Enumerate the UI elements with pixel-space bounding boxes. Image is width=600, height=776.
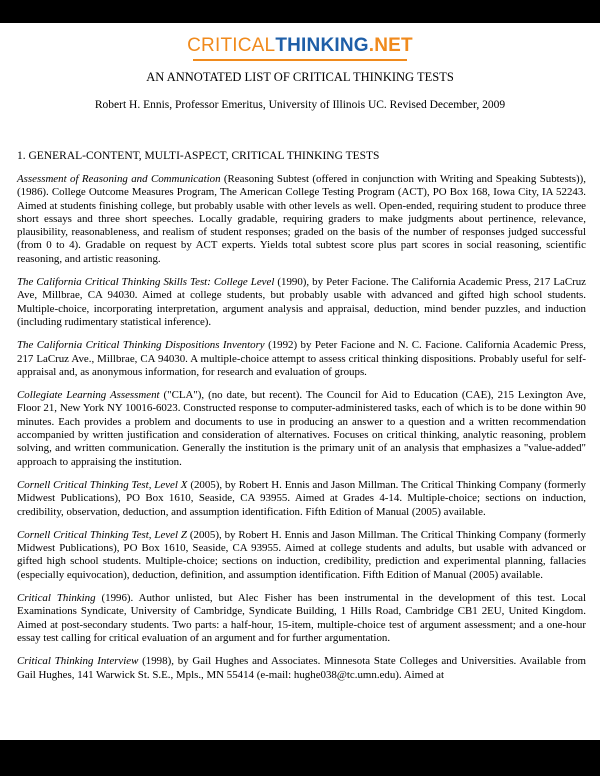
test-entries-list [17,173,586,692]
test-title: Assessment of Reasoning and Communication [17,173,221,185]
section-heading: 1. GENERAL-CONTENT, MULTI-ASPECT, CRITICAL THINKING TESTS [17,150,380,162]
list-item [17,339,586,379]
test-description: (1998), by Gail Hughes and Associates. Minnesota State Colleges and Universities. Available from Gail Hughes, 141 Warwick St. S.E., Mpls., MN 55414 (e-mail: hughe038@tc.umn.edu). Aimed at [17,655,586,681]
logo-critical: CRITICAL [187,35,276,56]
document-title: AN ANNOTATED LIST OF CRITICAL THINKING TESTS [146,70,454,84]
list-item [17,389,586,469]
site-logo[interactable] [0,35,600,57]
test-description: (2005), by Robert H. Ennis and Jason Millman. The Critical Thinking Company (formerly Midwest Publications), PO Box 1610, Seaside, CA 93955. Aimed at college students and adults, but usable with advanced or gifted high school students. Multiple-choice; sections on induction, credibility, prediction and experimental planning, fallacies (especially equivocation), deduction, definition, and assumption identification. Fifth Edition of Manual (2005) available. [17,528,586,581]
test-title: The California Critical Thinking Skills Test: College Level [17,276,275,289]
list-item [17,479,586,519]
list-item [17,529,586,582]
test-description: (2005), by Robert H. Ennis and Jason Millman. The Critical Thinking Company (formerly Midwest Publications), PO Box 1610, Seaside, CA 93955. Aimed at Grades 4-14. Multiple-choice; sections on induction, credibility, observation, deduction, and assumption identification. Fifth Edition of Manual (2005) available. [17,478,586,518]
logo-net: .NET [368,35,413,56]
test-title: Cornell Critical Thinking Test, Level Z [17,528,187,541]
author-line: Robert H. Ennis, Professor Emeritus, University of Illinois UC. Revised December, 2009 [94,99,506,111]
logo-thinking: THINKING [275,35,369,56]
test-description: (1992) by Peter Facione and N. C. Facione. California Academic Press, 217 LaCruz Ave., Millbrae, CA 94030. A multiple-choice attempt to assess critical thinking dispositions. Probably useful for self-appraisal and, as anonymous information, for research and evaluation of groups. [17,339,587,378]
test-title: Critical Thinking [17,592,96,605]
logo-underline [193,59,407,61]
list-item [17,592,586,645]
test-description: (1996). Author unlisted, but Alec Fisher has been instrumental in the development of this test. Local Examinations Syndicate, University of Cambridge, Syndicate Building, 1 Hills Road, Cambridge CB1 2EU, United Kingdom. Aimed at post-secondary students. Two parts: a half-hour, 15-item, multiple-choice test of argument assessment; and a one-hour essay test calling for critical evaluation of an argument and for further argumentation. [17,592,586,644]
test-title: The California Critical Thinking Dispositions Inventory [17,339,265,352]
list-item [17,655,586,682]
test-title: Critical Thinking Interview [17,655,139,668]
list-item [17,173,586,266]
test-description: (1990), by Peter Facione. The California Academic Press, 217 LaCruz Ave, Millbrae, CA 94030. Aimed at college students, but probably usable with advanced and gifted high school students. Multiple-choice, incorporating interpretation, argument analysis and appraisal, deduction, mind bender puzzles, and induction (including rudimentary statistical inference). [17,276,586,328]
document-page [0,23,600,740]
test-description: (Reasoning Subtest (offered in conjunction with Writing and Speaking Subtests)), (1986). College Outcome Measures Program, The American College Testing Program (ACT), PO Box 168, Iowa City, IA 52243. Aimed at students finishing college, but probably usable with other levels as well. Open-ended, requiring student to produce three short essays and three short speeches. Locally gradable, requiring graders to make judgments about pertinence, relevance, plausibility, reasonableness, and realism of student responses; graded on the basis of the number of responses judged successful (from 0 to 4). Gradable on request by ACT experts. Yields total subtest score plus part scores in social reasoning, scientific reasoning, and artistic reasoning. [17,173,586,265]
test-description: ("CLA"), (no date, but recent). The Council for Aid to Education (CAE), 215 Lexington Ave, Floor 21, New York NY 10016-6023. Constructed response to computer-administered tasks, each of which is to be done within 90 minutes. Each provides a problem and documents to use in producing an answer to a question and a written recommendation accompanied by written justification and consideration of alternatives. Focuses on critical thinking, analytic reasoning, problem solving, and written communication. Generally the institution is the primary unit of an analysis that emphasizes a "value-added" approach to appraising the institution. [17,389,586,468]
list-item [17,276,586,329]
test-title: Collegiate Learning Assessment [17,389,160,402]
test-title: Cornell Critical Thinking Test, Level X [17,478,188,491]
